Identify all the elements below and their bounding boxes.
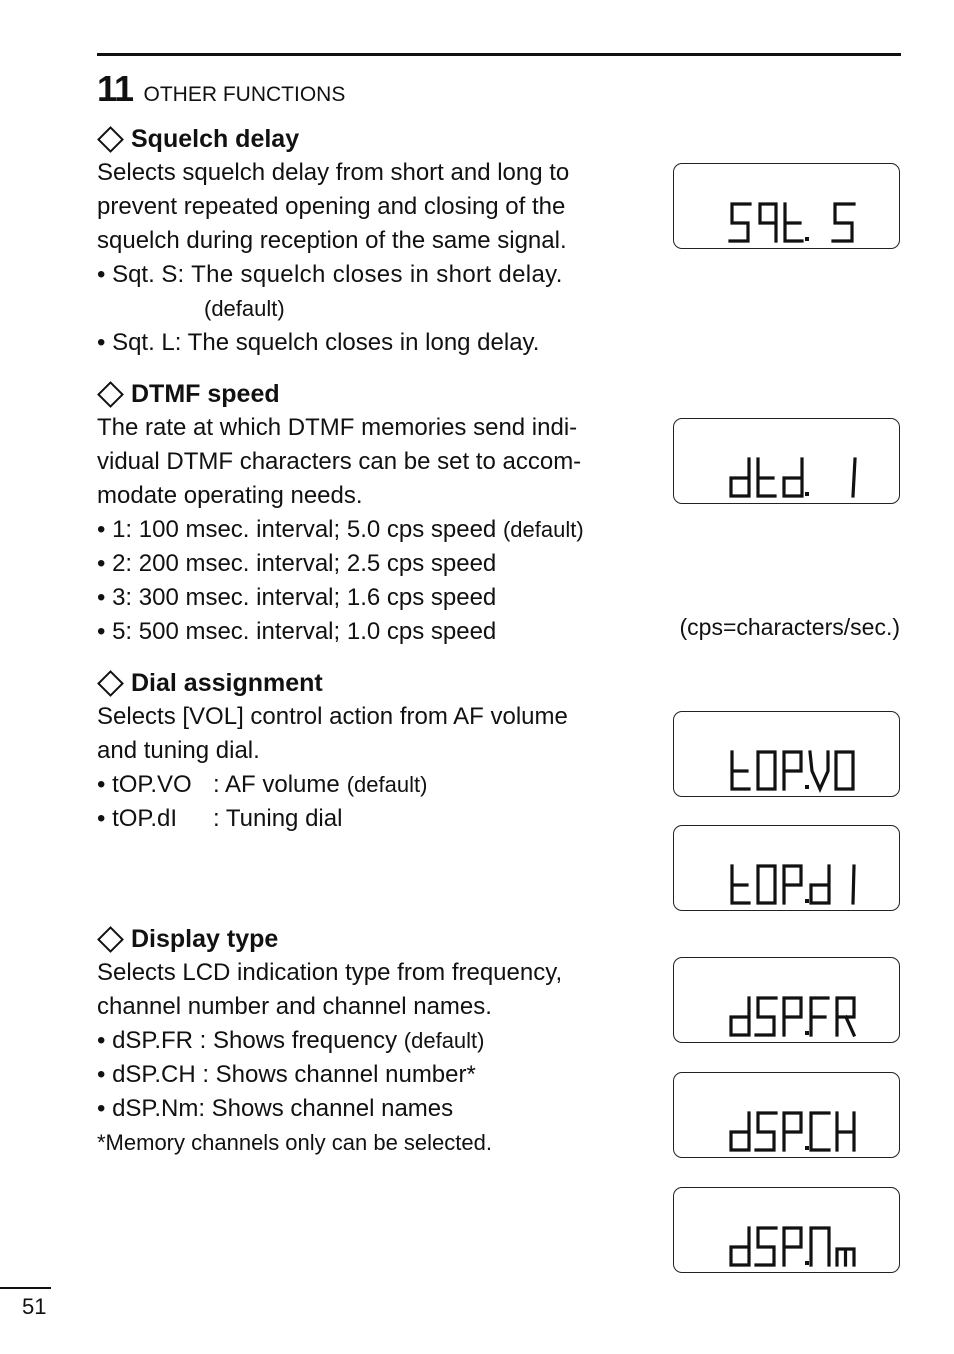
option-item: • 2: 200 msec. interval; 2.5 cps speed	[97, 550, 497, 577]
lcd-readout	[674, 1188, 901, 1274]
option-item: • tOP.dI : Tuning dial	[97, 805, 343, 832]
option-item: • 1: 100 msec. interval; 5.0 cps speed (default)	[97, 516, 584, 543]
section-display-type	[97, 922, 645, 1160]
lcd-display-dsp-nm	[673, 1187, 900, 1273]
diamond-icon	[97, 126, 124, 153]
section-heading: Display type	[97, 922, 645, 956]
lcd-readout	[674, 419, 901, 505]
diamond-icon	[97, 670, 124, 697]
chapter-title: OTHER FUNCTIONS	[143, 83, 346, 106]
top-rule	[97, 53, 901, 56]
option-item: • dSP.CH : Shows channel number*	[97, 1061, 476, 1088]
section-description: Selects [VOL] control action from AF volume and tuning dial.	[97, 703, 568, 764]
lcd-display-dsp-ch	[673, 1072, 900, 1158]
option-item: • 5: 500 msec. interval; 1.0 cps speed	[97, 618, 497, 645]
section-squelch-delay	[97, 122, 645, 360]
lcd-display-squelch	[673, 163, 900, 249]
chapter-number: 11	[97, 68, 134, 109]
lcd-display-dtmf	[673, 418, 900, 504]
footnote: *Memory channels only can be selected.	[97, 1130, 492, 1155]
section-dtmf-speed	[97, 377, 645, 649]
section-description: Selects LCD indication type from frequency, channel number and channel names.	[97, 959, 563, 1020]
lcd-display-dial-di	[673, 825, 900, 911]
section-description: Selects squelch delay from short and long to prevent repeated opening and closing of the squelch during reception of the same signal.	[97, 159, 570, 254]
page-number: 51	[22, 1294, 47, 1319]
section-heading: Dial assignment	[97, 666, 645, 700]
lcd-readout	[674, 712, 901, 798]
option-item: • dSP.Nm: Shows channel names	[97, 1095, 454, 1122]
cps-note: (cps=characters/sec.)	[679, 614, 900, 640]
lcd-readout	[674, 826, 901, 912]
section-heading: DTMF speed	[97, 377, 645, 411]
section-dial-assignment	[97, 666, 645, 836]
option-item: • dSP.FR : Shows frequency (default)	[97, 1027, 485, 1054]
lcd-readout	[674, 958, 901, 1044]
default-note: (default)	[204, 296, 285, 321]
page-rule	[0, 1287, 51, 1289]
section-description: The rate at which DTMF memories send indi- vidual DTMF characters can be set to accom- modate operating needs.	[97, 414, 582, 509]
diamond-icon	[97, 381, 124, 408]
section-heading: Squelch delay	[97, 122, 645, 156]
lcd-display-dial-vo	[673, 711, 900, 797]
option-item: • 3: 300 msec. interval; 1.6 cps speed	[97, 584, 497, 611]
diamond-icon	[97, 926, 124, 953]
lcd-readout	[674, 1073, 901, 1159]
lcd-display-dsp-fr	[673, 957, 900, 1043]
chapter-header	[97, 68, 345, 110]
lcd-readout	[674, 164, 901, 250]
option-item: • Sqt. S: The squelch closes in short delay.	[97, 261, 563, 288]
option-item: • tOP.VO : AF volume (default)	[97, 771, 428, 798]
option-item: • Sqt. L: The squelch closes in long delay.	[97, 329, 540, 356]
